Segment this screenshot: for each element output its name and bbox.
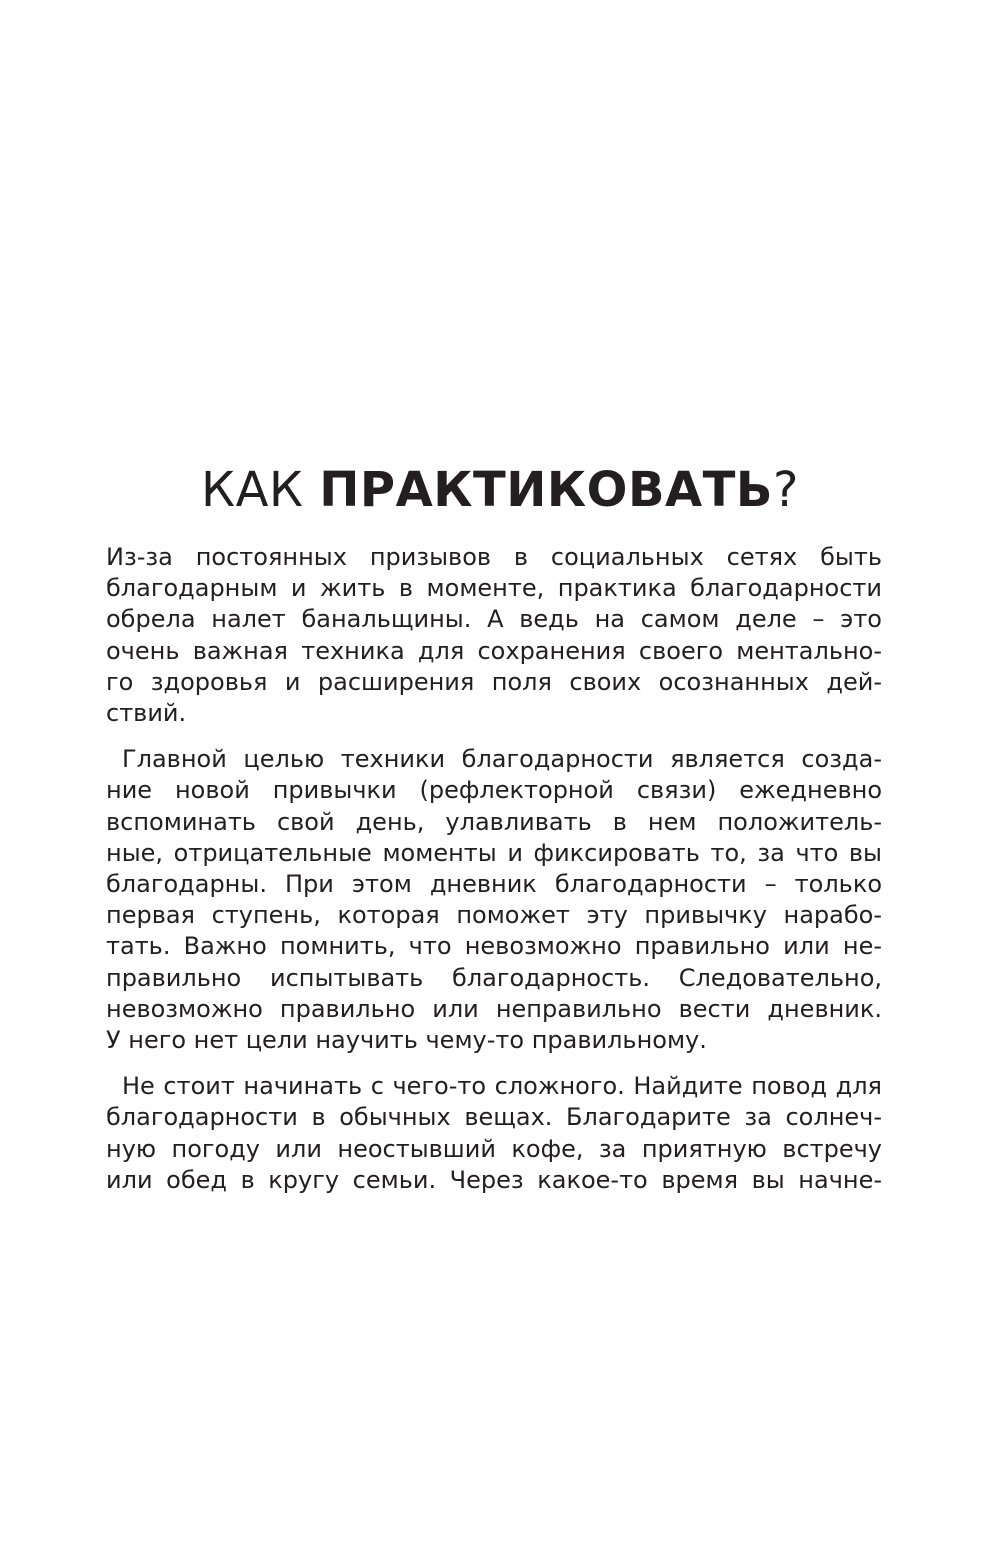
- title-question-mark: ?: [773, 462, 799, 519]
- paragraph-line-indented: [106, 744, 882, 775]
- paragraph-line: первая ступень, которая поможет эту привычку нарабо-: [106, 901, 882, 930]
- paragraph-line: ствий.: [106, 699, 187, 728]
- paragraph-line: го здоровья и расширения поля своих осознанных дей-: [106, 667, 882, 696]
- paragraph-line: ние новой привычки (рефлекторной связи) ежедневно: [106, 776, 882, 805]
- paragraph-line-text: Главной целью техники благодарности является созда-: [122, 745, 882, 774]
- paragraph-line: Из-за постоянных призывов в социальных сетях быть: [106, 543, 882, 571]
- paragraph-line: правильно испытывать благодарность. Следовательно,: [106, 963, 882, 992]
- paragraph-line: или обед в кругу семьи. Через какое-то время вы начне-: [106, 1165, 882, 1194]
- paragraph-line: У него нет цели научить чему-то правильному.: [106, 1026, 707, 1055]
- paragraph-line: благодарности в обычных вещах. Благодарите за солнеч-: [106, 1103, 882, 1132]
- paragraph-line: ные, отрицательные моменты и фиксировать то, за что вы: [106, 838, 882, 867]
- title-light-part: КАК: [201, 462, 320, 519]
- paragraph-line-indented: [106, 1071, 882, 1102]
- paragraph-line-text: Не стоит начинать с чего-то сложного. Найдите повод для: [122, 1072, 882, 1101]
- paragraph-line: ную погоду или неостывший кофе, за приятную встречу: [106, 1134, 882, 1163]
- paragraph-line: очень важная техника для сохранения своего ментально-: [106, 636, 882, 665]
- paragraph-line: невозможно правильно или неправильно вести дневник.: [106, 994, 882, 1023]
- paragraph-3: [106, 1071, 882, 1196]
- body-text: [106, 542, 882, 1211]
- paragraph-line: благодарны. При этом дневник благодарности – только: [106, 870, 882, 899]
- paragraph-line: обрела налет банальщины. А ведь на самом деле – это: [106, 605, 882, 634]
- paragraph-line: благодарным и жить в моменте, практика благодарности: [106, 574, 882, 603]
- paragraph-line: тать. Важно помнить, что невозможно правильно или не-: [106, 932, 882, 961]
- paragraph-line: вспоминать свой день, улавливать в нем положитель-: [106, 807, 882, 836]
- paragraph-1: [106, 542, 882, 729]
- paragraph-2: [106, 744, 882, 1056]
- title-bold-part: ПРАКТИКОВАТЬ: [319, 462, 773, 519]
- page-title: [0, 460, 1000, 520]
